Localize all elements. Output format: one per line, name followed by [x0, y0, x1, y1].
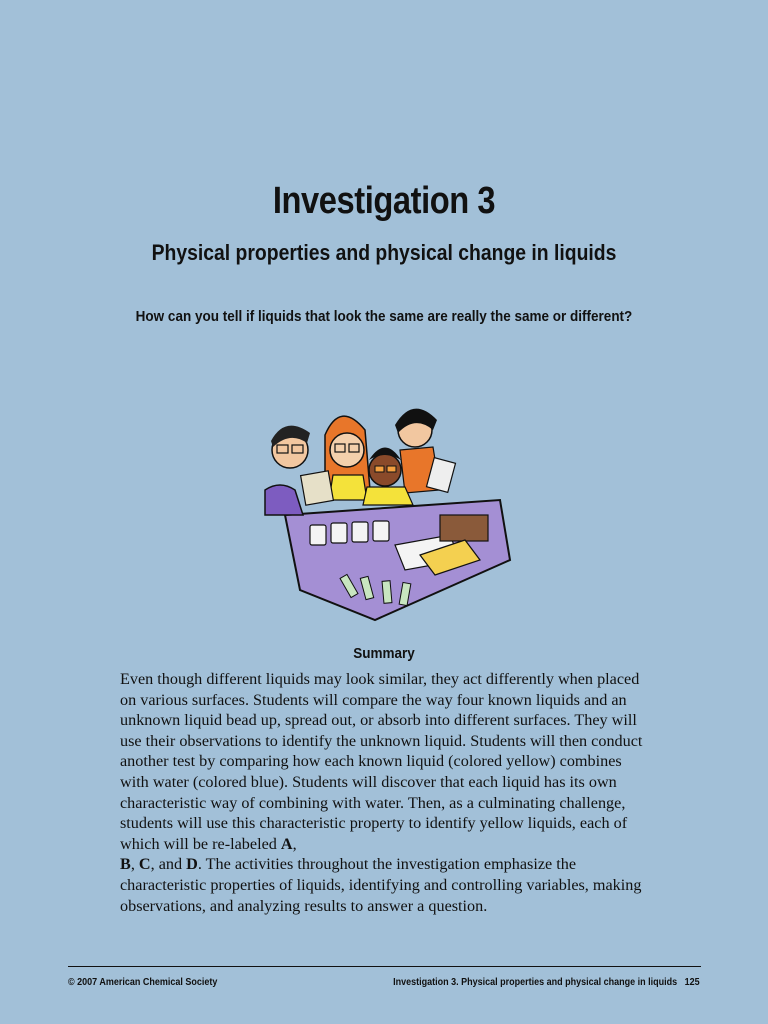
footer-copyright: © 2007 American Chemical Society	[68, 977, 218, 988]
label-d: D	[186, 855, 198, 874]
summary-heading: Summary	[353, 645, 415, 662]
label-b: B	[120, 855, 131, 874]
investigation-subtitle: Physical properties and physical change in liquids	[151, 240, 617, 265]
students-lab-illustration	[255, 395, 515, 625]
footer-rule	[68, 966, 701, 967]
investigation-title: Investigation 3	[272, 180, 496, 222]
label-c: C	[138, 855, 151, 874]
summary-paragraph: Even though different liquids may look similar, they act differently when placed on various surfaces. Students will compare the way four known liquids and an unknown liquid bead up, spread out, or absorb into different surfaces. They will use their observations to identify the unknown liquid. Students will then conduct another test by comparing how each known liquid (colored yellow) combines with water (colored blue). Students will discover that each liquid has its own characteristic way of combining with water. Then, as a culminating challenge, students will use this characteristic property to identify yellow liquids, each of which will be re-labeled A, B, C, and D. The activities throughout the investigation emphasize the characteristic properties of liquids, identifying and controlling variables, making observations, and analyzing results to answer a question.	[120, 670, 643, 915]
footer-running-title: Investigation 3. Physical properties and physical change in liquids 125	[393, 977, 700, 988]
guiding-question: How can you tell if liquids that look the same are really the same or different?	[135, 308, 633, 325]
student-left	[265, 485, 303, 515]
page-number: 125	[684, 977, 700, 988]
surface-samples-stack	[440, 515, 488, 541]
label-a: A	[280, 834, 293, 853]
